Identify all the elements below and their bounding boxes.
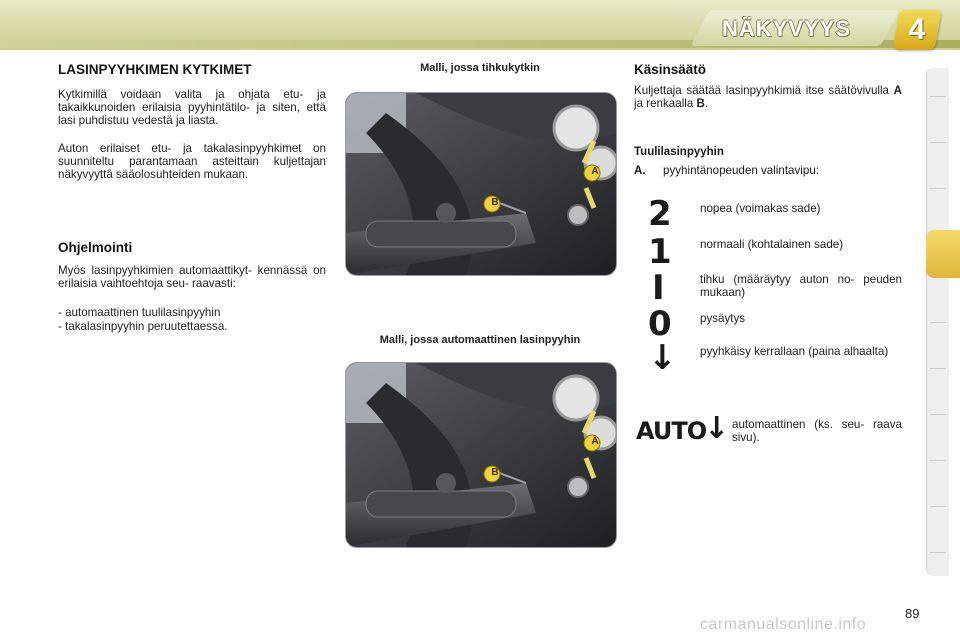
- tab-divider: [930, 322, 946, 323]
- chapter-tab-active[interactable]: [926, 230, 960, 278]
- legend-text-single-wipe: pyyhkäisy kerrallaan (paina alhaalta): [700, 345, 889, 358]
- intro-paragraph-1: Kytkimillä voidaan valita ja ohjata etu- ja takaikkunoiden erilaisia pyyhintätilo- ja siten, että lasi puhdistuu vedestä ja liasta.: [58, 88, 326, 128]
- programming-bullet-rear: - takalasinpyyhin peruutettaessa.: [58, 320, 228, 333]
- manual-intro-mid: ja renkaalla: [634, 97, 697, 111]
- tab-divider: [930, 142, 946, 143]
- item-a-letter: A.: [634, 164, 646, 177]
- arrow-down-icon: ↓: [648, 338, 677, 378]
- steering-column-illustration: [346, 93, 616, 275]
- legend-text-off: pysäytys: [700, 312, 746, 325]
- chapter-number: 4: [908, 13, 926, 46]
- section-title-wiper-switches: LASINPYYHKIMEN KYTKIMET: [58, 62, 252, 77]
- tab-divider: [930, 96, 946, 97]
- label-b-drizzle: B: [491, 197, 499, 208]
- legend-text-normal: normaali (kohtalainen sade): [700, 238, 844, 251]
- manual-intro-b: B: [696, 97, 705, 111]
- tab-divider: [930, 414, 946, 415]
- manual-intro-pre: Kuljettaja säätää lasinpyyhkimiä itse säätövivulla: [634, 84, 894, 97]
- symbol-auto: AUTO: [636, 417, 707, 445]
- watermark: carmanualsonline.info: [700, 616, 867, 633]
- manual-intro: [634, 84, 902, 110]
- auto-arrow-down-icon: ↓: [704, 411, 730, 446]
- manual-intro-a: A: [893, 84, 902, 97]
- manual-intro-end: .: [704, 97, 709, 111]
- symbol-speed-2: 2: [648, 194, 672, 234]
- symbol-off: 0: [648, 304, 672, 344]
- section-title-manual: Käsinsäätö: [634, 62, 707, 77]
- section-title-programming: Ohjelmointi: [58, 240, 133, 255]
- legend-text-intermittent: tihku (määräytyy auton no- peuden mukaan): [700, 273, 902, 299]
- symbol-intermittent: I: [652, 268, 665, 308]
- tab-divider: [930, 460, 946, 461]
- steering-column-illustration-auto: [346, 363, 616, 547]
- photo-stalk-auto: [345, 362, 617, 548]
- page-number: 89: [905, 606, 920, 621]
- tab-divider: [930, 552, 946, 553]
- photo-stalk-drizzle: [345, 92, 617, 276]
- tab-divider: [930, 188, 946, 189]
- label-a-drizzle: A: [591, 166, 599, 177]
- caption-auto-model: Malli, jossa automaattinen lasinpyyhin: [379, 334, 581, 346]
- programming-bullet-front: - automaattinen tuulilasinpyyhin: [58, 306, 221, 319]
- label-b-auto: B: [491, 467, 499, 478]
- symbol-speed-1: 1: [648, 232, 672, 272]
- legend-text-auto: automaattinen (ks. seu- raava sivu).: [732, 418, 902, 444]
- tab-divider: [930, 368, 946, 369]
- subtitle-windscreen-wiper: Tuulilasinpyyhin: [634, 146, 724, 158]
- chapter-title: NÄKYVYYS: [722, 16, 852, 41]
- programming-paragraph: Myös lasinpyyhkimien automaattikyt- kennässä on erilaisia vaihtoehtoja seu- raavasti:: [58, 264, 326, 291]
- tab-divider: [930, 506, 946, 507]
- caption-drizzle-model: Malli, jossa tihkukytkin: [420, 62, 540, 74]
- item-a-text: pyyhintänopeuden valintavipu:: [663, 164, 819, 177]
- intro-paragraph-2: Auton erilaiset etu- ja takalasinpyyhkimet on suunniteltu parantamaan asteittain kuljettajan näkyvyyttä sääolosuhteiden mukaan.: [58, 142, 326, 182]
- legend-text-fast: nopea (voimakas sade): [700, 202, 821, 215]
- label-a-auto: A: [591, 436, 599, 447]
